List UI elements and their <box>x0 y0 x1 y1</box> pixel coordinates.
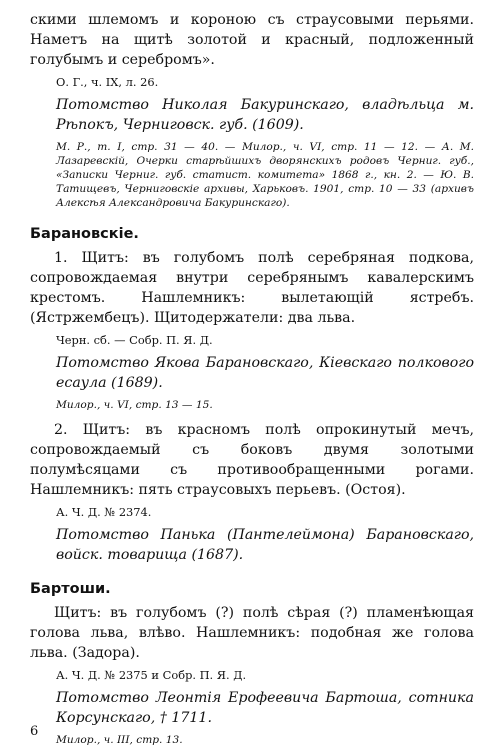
section-bartoshi <box>30 579 474 747</box>
continuation-paragraph: скими шлемомъ и короною съ страусовыми перьями. Наметъ на щитѣ золотой и красный, подложенный голубымъ и серебромъ». <box>30 12 474 68</box>
source-citation: А. Ч. Д. № 2375 и Собр. П. Я. Д. <box>56 668 247 682</box>
family-heading: Барановскіе. <box>30 226 139 242</box>
lineage-note: Потомство Николая Бакуринскаго, владѣльца м. Рѣпокъ, Черниговск. губ. (1609). <box>56 97 474 133</box>
source-citation: О. Г., ч. IX, л. 26. <box>56 75 159 89</box>
reference-list: Милор., ч. VI, стр. 13 — 15. <box>56 399 213 411</box>
coat-of-arms-description: Щитъ: въ голубомъ (?) полѣ сѣрая (?) пламенѣющая голова льва, влѣво. Нашлемникъ: подобная же голова льва. (Задора). <box>30 605 474 661</box>
lineage-note: Потомство Якова Барановскаго, Кіевскаго полкового есаула (1689). <box>56 355 474 391</box>
page-number: 6 <box>30 724 39 739</box>
reference-list: М. Р., т. I, стр. 31 — 40. — Милор., ч. VI, стр. 11 — 12. — А. М. Лазаревскій, Очерки старѣйшихъ дворянскихъ родовъ Черниг. губ., «Записки Черниг. губ. статист. комитета» 1868 г., кн. 2. — Ю. В. Татищевъ, Черниговскіе архивы, Харьковъ. 1901, стр. 10 — 33 (архивъ Алексѣя Александровича Бакуринскаго). <box>56 141 474 209</box>
source-citation: Черн. сб. — Собр. П. Я. Д. <box>56 333 213 347</box>
lineage-note: Потомство Леонтія Ерофеевича Бартоша, сотника Корсунскаго, † 1711. <box>56 690 474 726</box>
section-baranovskie <box>30 224 474 565</box>
coat-of-arms-description: 2. Щитъ: въ красномъ полѣ опрокинутый мечъ, сопровождаемый съ боковъ двумя золотыми полумѣсяцами съ противообращенными рогами. Нашлемникъ: пять страусовыхъ перьевъ. (Остоя). <box>30 422 474 498</box>
source-citation: А. Ч. Д. № 2374. <box>56 505 152 519</box>
reference-list: Милор., ч. III, стр. 13. <box>56 734 183 746</box>
coat-of-arms-description: 1. Щитъ: въ голубомъ полѣ серебряная подкова, сопровождаемая внутри серебрянымъ кавалерскимъ крестомъ. Нашлемникъ: вылетающій ястребъ. (Ястржембецъ). Щитодержатели: два льва. <box>30 250 474 326</box>
family-heading: Бартоши. <box>30 581 111 597</box>
lineage-note: Потомство Панька (Пантелеймона) Барановскаго, войск. товарища (1687). <box>56 527 474 563</box>
